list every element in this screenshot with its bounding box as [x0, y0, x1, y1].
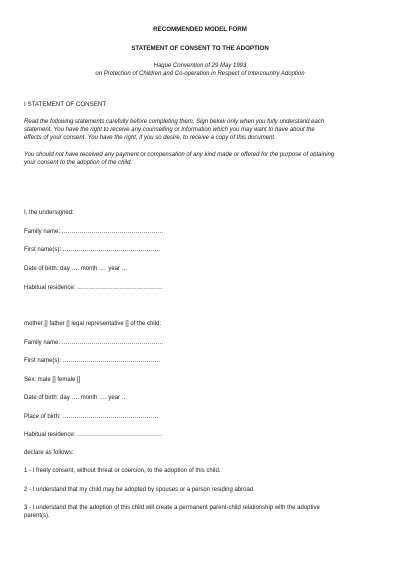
first-names-field[interactable]: First name(s): …………………………………………. [24, 247, 161, 253]
declare-label: declare as follows: [24, 450, 74, 456]
date-of-birth-field[interactable]: Date of birth: day …. month …. year … [24, 266, 128, 272]
declaration-item-3-line-2: parent(s). [24, 513, 50, 519]
instructions-line: statement. You have the right to receive any counselling or information which you may want to have about the [24, 127, 315, 133]
child-family-name-field[interactable]: Family name: …………………………………………… [24, 340, 164, 346]
undersigned-label: I, the undersigned: [24, 210, 74, 216]
convention-line-1: Hague Convention of 29 May 1993 [153, 63, 247, 69]
declaration-item-3-line-1: 3 - I understand that the adoption of this child will create a permanent parent-child relationship with the adoptive [24, 505, 320, 511]
relation-checkboxes[interactable]: mother [] father [] legal representative [] of the child: [24, 321, 162, 327]
declaration-item-1: 1 - I freely consent, without threat or coercion, to the adoption of this child. [24, 468, 221, 474]
form-title: RECOMMENDED MODEL FORM [153, 26, 247, 33]
section-heading: I STATEMENT OF CONSENT [24, 101, 107, 108]
sex-checkboxes[interactable]: Sex: male [] female [] [24, 377, 81, 383]
payment-notice-line: your consent to the adoption of the child. [24, 160, 133, 166]
declaration-item-2: 2 - I understand that my child may be adopted by spouses or a person residing abroad. [24, 487, 255, 493]
form-subtitle: STATEMENT OF CONSENT TO THE ADOPTION [131, 45, 269, 52]
instructions-paragraph [24, 118, 376, 142]
convention-reference [24, 62, 376, 78]
child-first-names-field[interactable]: First name(s): …………………………………………. [24, 358, 161, 364]
payment-notice-paragraph [24, 151, 376, 167]
convention-line-2: on Protection of Children and Co-operation in Respect of Intercountry Adoption [95, 71, 305, 77]
place-of-birth-field[interactable]: Place of birth: ………………………………………… [24, 414, 159, 420]
payment-notice-line: You should not have received any payment or compensation of any kind made or offered for the purpose of obtaining [24, 152, 335, 158]
family-name-field[interactable]: Family name: …………………………………………… [24, 229, 164, 235]
habitual-residence-field[interactable]: Habitual residence: ……………………………………. [24, 285, 163, 291]
instructions-line: Read the following statements carefully before completing them. Sign below only when you fully understand each [24, 119, 325, 125]
child-habitual-residence-field[interactable]: Habitual residence: ……………………………………. [24, 432, 163, 438]
child-date-of-birth-field[interactable]: Date of birth: day …. month …. year … [24, 395, 128, 401]
instructions-line: effects of your consent. You have the right, if you so desire, to receive a copy of this document. [24, 135, 276, 141]
